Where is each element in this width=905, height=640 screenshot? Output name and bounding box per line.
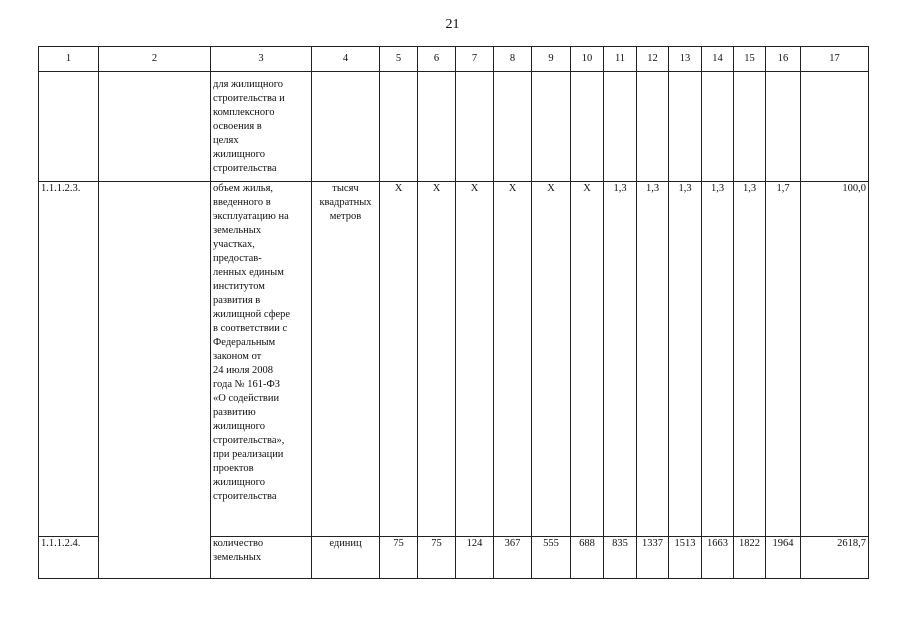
unit-line: квадратных [319, 197, 372, 208]
description-line: Федеральным [213, 337, 276, 348]
value-cell: Х [418, 182, 456, 537]
value-cell [702, 72, 734, 182]
unit-line: тысяч [332, 183, 359, 194]
description-line: освоения в [213, 121, 262, 132]
value-cell: 1663 [702, 537, 734, 579]
description-line: строительства [213, 163, 277, 174]
value-cell [494, 72, 532, 182]
value-cell: 1,3 [734, 182, 766, 537]
value-cell: 1337 [637, 537, 669, 579]
total-cell: 2618,7 [801, 537, 869, 579]
page-number: 21 [445, 17, 460, 32]
row-code: 1.1.1.2.4. [39, 537, 99, 579]
indicators-table [38, 46, 869, 579]
row-col2 [99, 72, 211, 182]
total-cell [801, 72, 869, 182]
row-description [211, 182, 312, 537]
column-header: 8 [494, 47, 532, 72]
description-line: развития в [213, 295, 261, 306]
column-header: 7 [456, 47, 494, 72]
row-unit [312, 72, 380, 182]
value-cell [669, 72, 702, 182]
value-cell: 1,3 [702, 182, 734, 537]
value-cell: 1,3 [637, 182, 669, 537]
description-line: при реализации [213, 449, 284, 460]
description-line: строительства и [213, 93, 285, 104]
value-cell: Х [532, 182, 571, 537]
description-line: для жилищного [213, 79, 284, 90]
value-cell: Х [494, 182, 532, 537]
value-cell [604, 72, 637, 182]
value-cell: 75 [418, 537, 456, 579]
description-line: комплексного [213, 107, 275, 118]
value-cell: 1964 [766, 537, 801, 579]
row-unit [312, 182, 380, 537]
value-cell: 688 [571, 537, 604, 579]
value-cell [456, 72, 494, 182]
value-cell [380, 72, 418, 182]
value-cell [637, 72, 669, 182]
value-cell: 75 [380, 537, 418, 579]
column-header: 9 [532, 47, 571, 72]
table-row [39, 72, 869, 182]
description-line: земельных [213, 225, 262, 236]
column-header: 6 [418, 47, 456, 72]
description-line: институтом [213, 281, 265, 292]
description-line: целях [213, 135, 239, 146]
value-cell: Х [571, 182, 604, 537]
description-line: объем жилья, [213, 183, 274, 194]
description-line: введенного в [213, 197, 271, 208]
value-cell: 1,3 [669, 182, 702, 537]
column-header: 17 [801, 47, 869, 72]
description-line: в соответствии с [213, 323, 288, 334]
description-line: строительства [213, 491, 277, 502]
value-cell: 1,7 [766, 182, 801, 537]
value-cell [734, 72, 766, 182]
row-col2 [99, 182, 211, 579]
table-row [39, 182, 869, 537]
unit-line: метров [329, 211, 362, 222]
column-header: 10 [571, 47, 604, 72]
column-header: 13 [669, 47, 702, 72]
description-line: ленных единым [213, 267, 284, 278]
total-cell: 100,0 [801, 182, 869, 537]
column-header: 16 [766, 47, 801, 72]
description-line: жилищного [213, 477, 265, 488]
description-line: законом от [213, 351, 262, 362]
value-cell [532, 72, 571, 182]
value-cell: 555 [532, 537, 571, 579]
description-line: 24 июля 2008 [213, 365, 274, 376]
column-header: 11 [604, 47, 637, 72]
column-header: 3 [211, 47, 312, 72]
column-header: 14 [702, 47, 734, 72]
row-code [39, 72, 99, 182]
column-header: 15 [734, 47, 766, 72]
description-line: земельных [213, 552, 262, 563]
description-line: жилищного [213, 421, 265, 432]
value-cell: 1513 [669, 537, 702, 579]
value-cell: 835 [604, 537, 637, 579]
value-cell: 124 [456, 537, 494, 579]
description-line: проектов [213, 463, 254, 474]
description-line: участках, [213, 239, 255, 250]
description-line: предостав- [213, 253, 262, 264]
value-cell [571, 72, 604, 182]
description-line: жилищной сфере [213, 309, 291, 320]
row-unit [312, 537, 380, 579]
value-cell [766, 72, 801, 182]
row-description [211, 72, 312, 182]
value-cell [418, 72, 456, 182]
row-code: 1.1.1.2.3. [39, 182, 99, 537]
row-description [211, 537, 312, 579]
column-header: 12 [637, 47, 669, 72]
description-line: «О содействии [213, 393, 280, 404]
value-cell: Х [456, 182, 494, 537]
description-line: года № 161-ФЗ [213, 379, 281, 390]
column-header: 1 [39, 47, 99, 72]
column-header: 5 [380, 47, 418, 72]
description-line: жилищного [213, 149, 265, 160]
value-cell: Х [380, 182, 418, 537]
value-cell: 1,3 [604, 182, 637, 537]
description-line: строительства», [213, 435, 285, 446]
column-header: 4 [312, 47, 380, 72]
value-cell: 1822 [734, 537, 766, 579]
column-header: 2 [99, 47, 211, 72]
description-line: развитию [213, 407, 256, 418]
table-header-row [39, 47, 869, 72]
value-cell: 367 [494, 537, 532, 579]
description-line: количество [213, 538, 264, 549]
unit-line: единиц [329, 538, 362, 549]
description-line: эксплуатацию на [213, 211, 289, 222]
